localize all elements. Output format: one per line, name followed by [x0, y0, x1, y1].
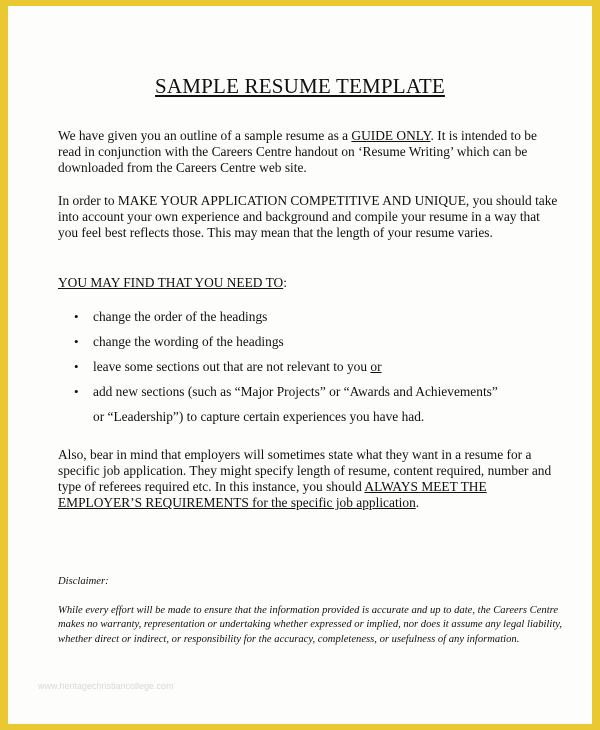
requirements-text: Also, bear in mind that employers will sometimes state what they want in a resume for a specific job application. They might specify length of resume, content required, number and type of referees required etc. In this instance, you should: [58, 447, 552, 494]
guide-only-emphasis: GUIDE ONLY: [351, 128, 431, 143]
find-heading-colon: :: [283, 275, 287, 290]
disclaimer-label: Disclaimer:: [58, 576, 109, 587]
requirements-end: .: [415, 495, 420, 510]
or-emphasis: or: [370, 359, 382, 374]
bullet-text: leave some sections out that are not relevant to you: [93, 359, 371, 374]
competitive-paragraph: In order to MAKE YOUR APPLICATION COMPETITIVE AND UNIQUE, you should take into account your own experience and background and compile your resume in a way that you feel best reflects those. This may mean that the length of your resume varies.: [58, 193, 558, 240]
list-item: [58, 329, 578, 354]
intro-text-end: . It is intended to be read in conjunction with the Careers Centre handout on ‘Resume Writing’ which can be downloaded from the Careers Centre web site.: [58, 128, 537, 175]
document-page: [8, 6, 592, 724]
requirements-paragraph: [58, 447, 558, 511]
disclaimer-text: While every effort will be made to ensure that the information provided is accurate and up to date, the Careers Centre makes no warranty, representation or undertaking whether expressed or implied, nor does it assume any legal liability, whether direct or indirect, or responsibility for the accuracy, completeness, or usefulness of any information.: [58, 605, 563, 645]
list-item: [58, 304, 578, 329]
intro-paragraph: [58, 128, 558, 176]
bullet-text: change the wording of the headings: [93, 334, 284, 349]
bullet-text: • add new sections (such as “Major Projects” or “Awards and Achievements”: [93, 384, 498, 399]
watermark: www.heritagechristiancollege.com: [38, 681, 174, 691]
list-item: [58, 354, 578, 379]
suggestion-list: [58, 304, 578, 429]
find-heading-text: YOU MAY FIND THAT YOU NEED TO: [58, 275, 284, 290]
find-heading: [58, 275, 558, 291]
document-title: SAMPLE RESUME TEMPLATE: [155, 74, 445, 98]
bullet-text: change the order of the headings: [93, 309, 268, 324]
list-item: [58, 379, 578, 429]
requirements-emphasis: ALWAYS MEET THE EMPLOYER’S REQUIREMENTS for the specific job application: [58, 479, 487, 510]
intro-text-start: We have given you an outline of a sample resume as a: [58, 128, 352, 143]
bullet-text-continuation: or “Leadership”) to capture certain experiences you have had.: [93, 409, 425, 424]
